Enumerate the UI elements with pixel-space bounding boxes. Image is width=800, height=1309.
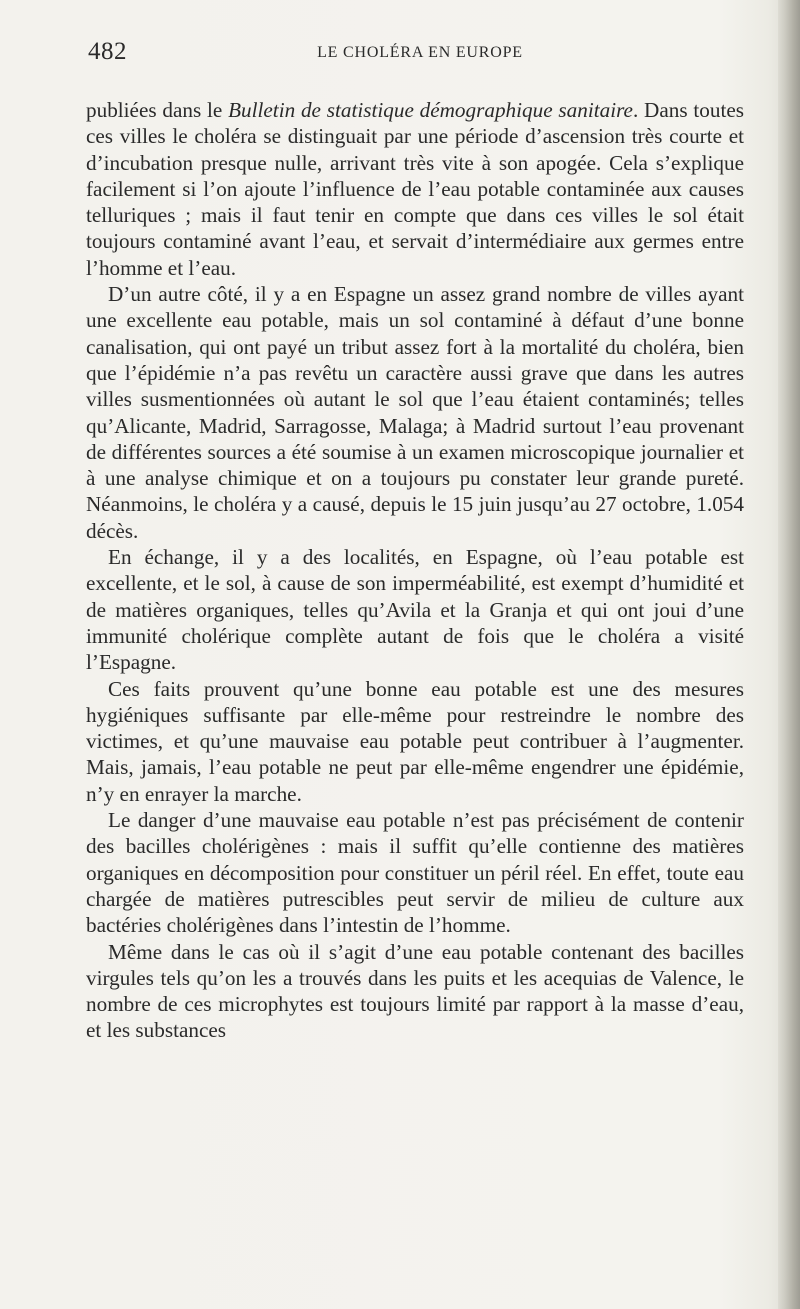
paragraph-1 [86, 97, 744, 281]
running-title: LE CHOLÉRA EN EUROPE [317, 44, 523, 61]
paragraph-1-rest: . Dans toutes ces villes le choléra se distinguait par une période d’ascension très courte et d’incubation presque nulle, arrivant très vite à son apogée. Cela s’explique facilement si l’on ajoute l’influence de l’eau potable contaminée aux causes telluriques ; mais il faut tenir en compte que dans ces villes le sol était toujours contaminé avant l’eau, et servait d’intermédiaire aux germes entre l’homme et l’eau. [86, 98, 744, 280]
paragraph-1-lead: publiées dans le [86, 98, 229, 122]
body-text [86, 97, 744, 1044]
bulletin-title: Bulletin de statistique démographique sanitaire [228, 98, 633, 122]
paragraph-4: Ces faits prouvent qu’une bonne eau potable est une des mesures hygiéniques suffisante par elle-même pour restreindre le nombre des victimes, et qu’une mauvaise eau potable peut contribuer à l’augmenter. Mais, jamais, l’eau potable ne peut par elle-même engendrer une épidémie, n’y en enrayer la marche. [86, 676, 744, 806]
paragraph-5: Le danger d’une mauvaise eau potable n’est pas précisément de contenir des bacilles cholérigènes : mais il suffit qu’elle contienne des matières organiques en décomposition pour constituer un péril réel. En effet, toute eau chargée de matières putrescibles peut servir de milieu de culture aux bactéries cholérigènes dans l’intestin de l’homme. [86, 808, 744, 938]
page-edge-shadow [778, 0, 800, 1309]
page-number: 482 [88, 38, 127, 65]
paragraph-2: D’un autre côté, il y a en Espagne un assez grand nombre de villes ayant une excellente eau potable, mais un sol contaminé à défaut d’une bonne canalisation, qui ont payé un tribut assez fort à la mortalité du choléra, bien que l’épidémie n’a pas revêtu un caractère aussi grave que dans les autres villes susmentionnées où autant le sol que l’eau étaient contaminés; telles qu’Alicante, Madrid, Sarragosse, Malaga; à Madrid surtout l’eau provenant de différentes sources a été soumise à un examen microscopique journalier et à une analyse chimique et on a toujours pu constater leur grande pureté. Néanmoins, le choléra y a causé, depuis le 15 juin jusqu’au 27 octobre, 1.054 décès. [86, 282, 744, 543]
page-header [0, 38, 800, 78]
paragraph-3: En échange, il y a des localités, en Espagne, où l’eau potable est excellente, et le sol, à cause de son imperméabilité, est exempt d’humidité et de matières organiques, telles qu’Avila et la Granja et qui ont joui d’une immunité cholérique complète autant de fois que le choléra a visité l’Espagne. [86, 545, 744, 675]
paragraph-6: Même dans le cas où il s’agit d’une eau potable contenant des bacilles virgules tels qu’on les a trouvés dans les puits et les acequias de Valence, le nombre de ces microphytes est toujours limité par rapport à la masse d’eau, et les substances [86, 939, 744, 1043]
